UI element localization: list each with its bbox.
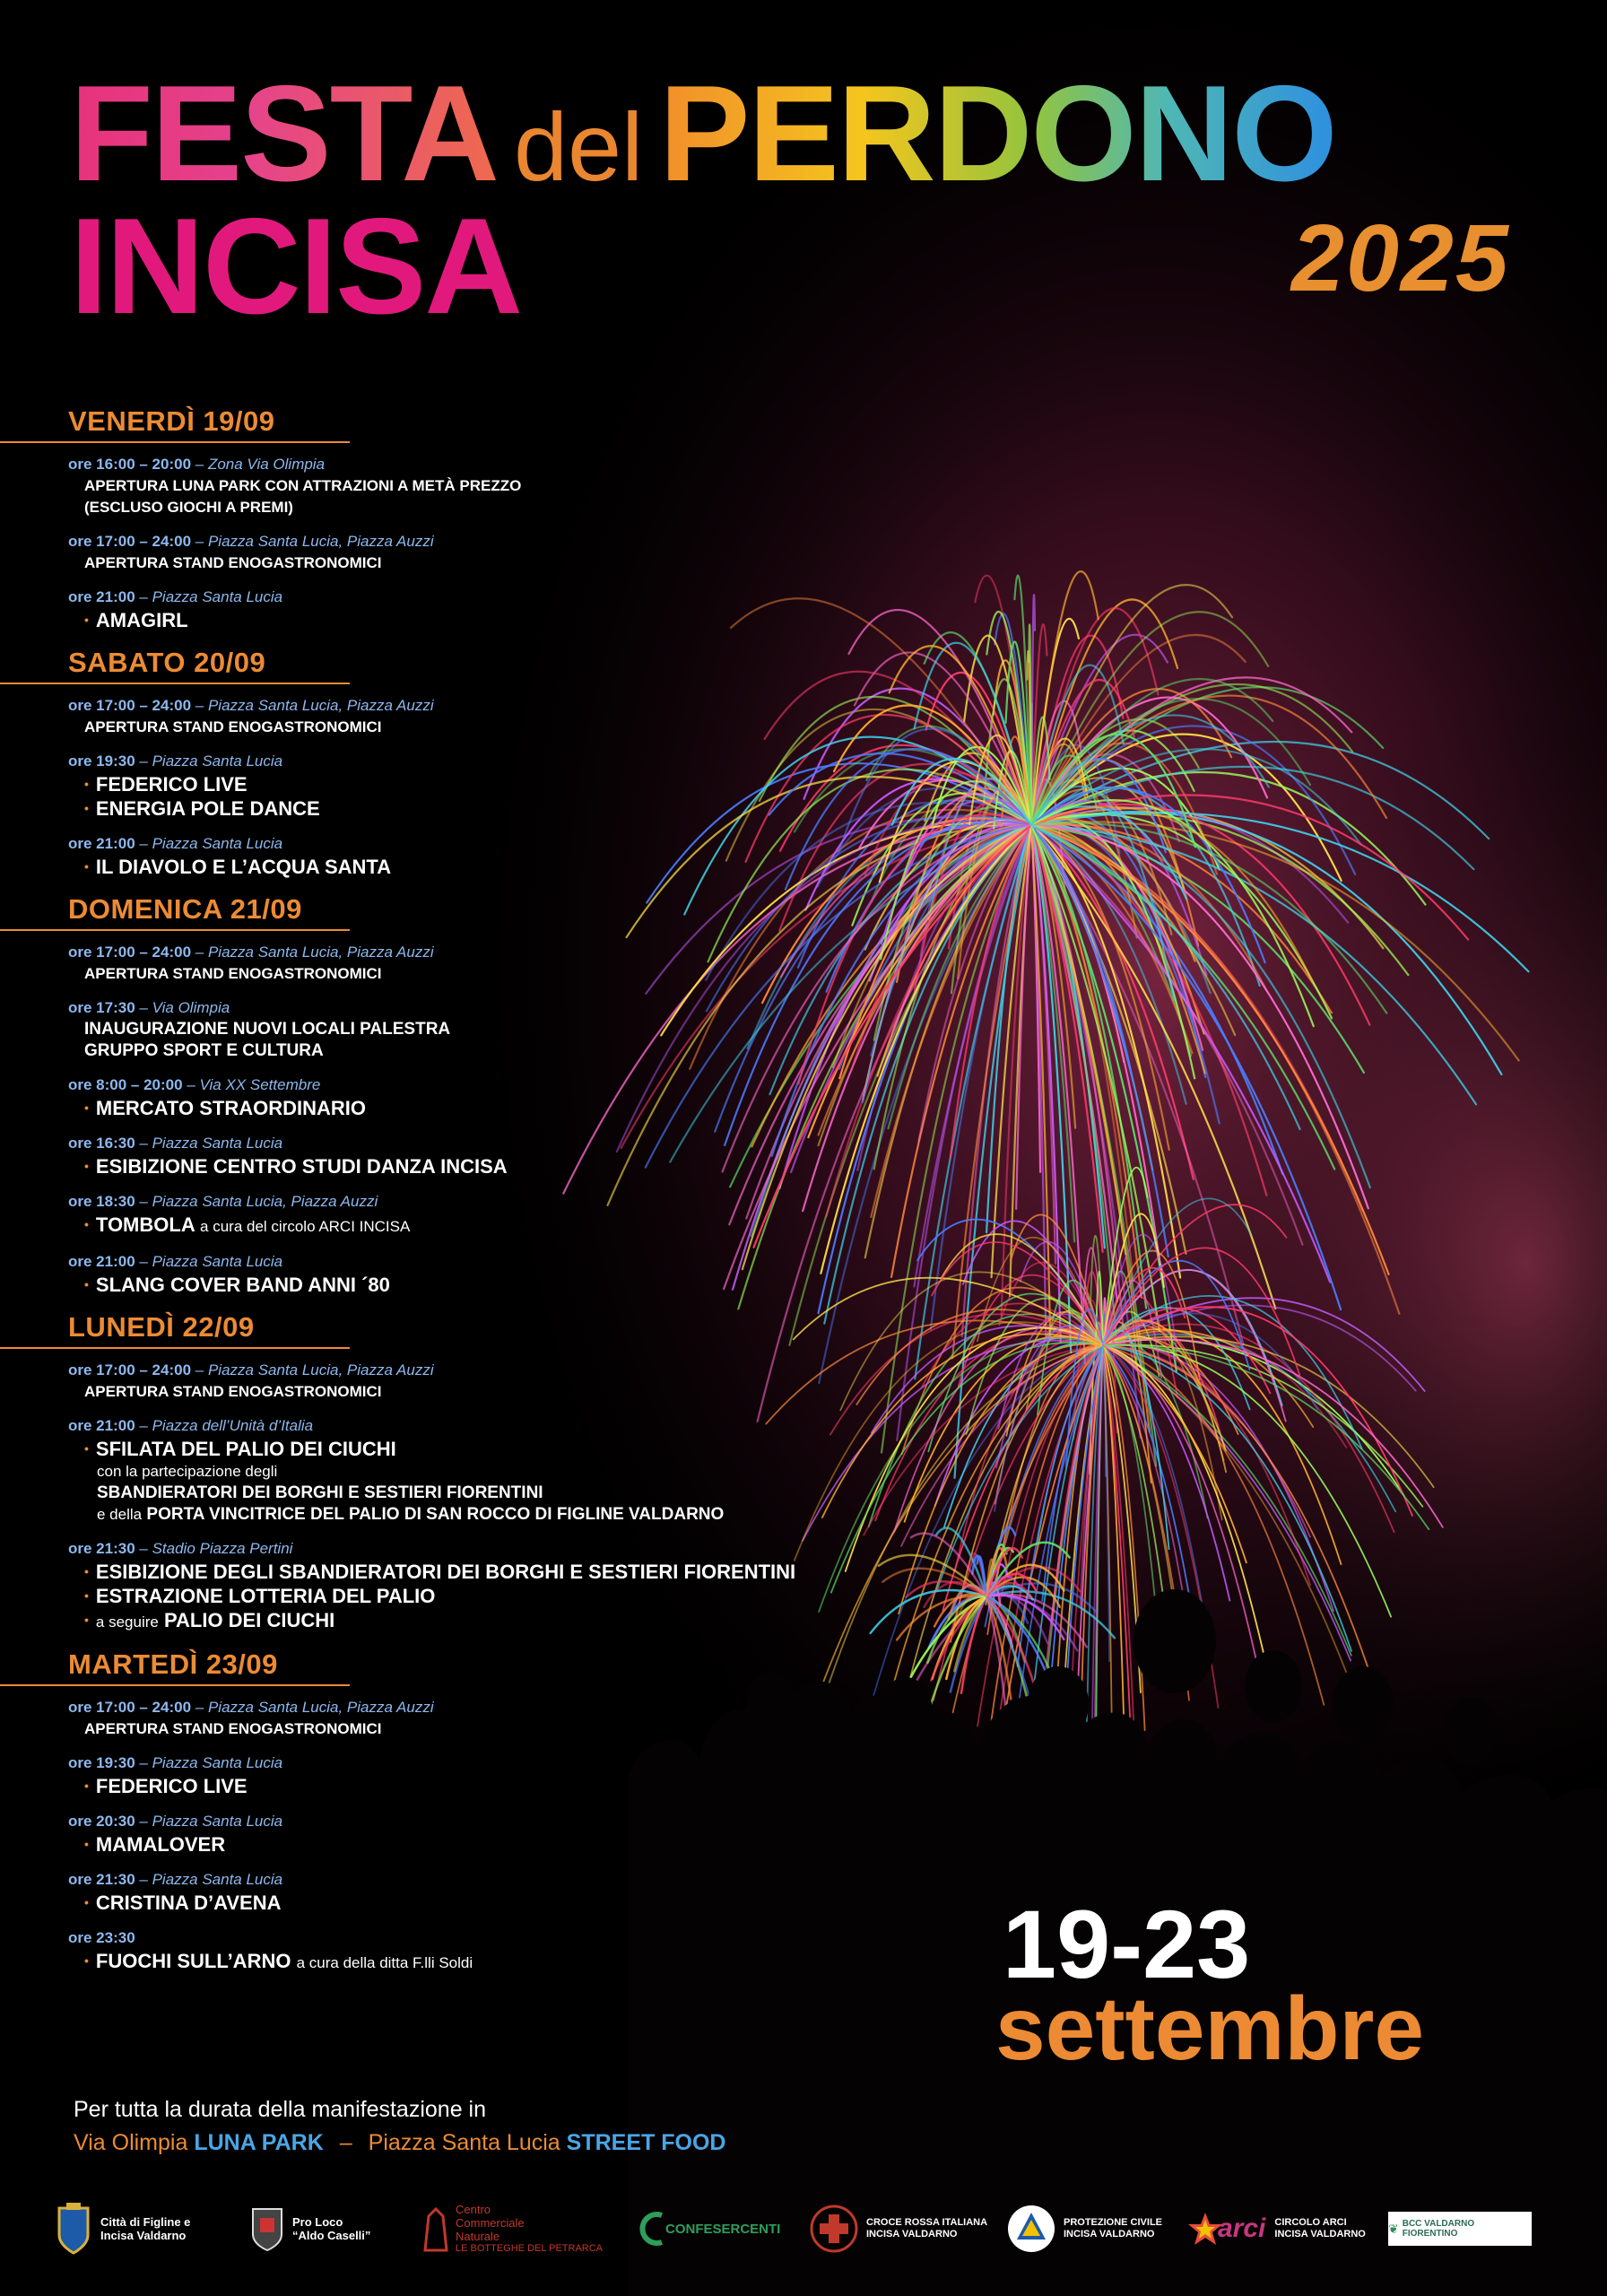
logo-protezione-civile [1006,2188,1162,2269]
event-title: SBANDIERATORI DEI BORGHI E SESTIERI FIORENTINI [97,1483,543,1502]
event-place: Piazza Santa Lucia [152,1253,283,1270]
event [68,1360,879,1403]
event-time-place [68,1133,879,1154]
day-title: SABATO 20/09 [68,647,266,678]
program-schedule [0,404,879,1987]
title-incisa: INCISA [70,190,522,343]
event-title: APERTURA STAND ENOGASTRONOMICI [84,1383,382,1400]
event-time: ore 23:30 [68,1929,135,1946]
event-title: APERTURA LUNA PARK CON ATTRAZIONI A METÀ PREZZO [84,477,522,494]
logo-confesercenti [635,2188,780,2269]
event-place: Piazza Santa Lucia [152,1754,283,1771]
event-place: Piazza Santa Lucia [152,1813,283,1830]
event [68,695,879,738]
event-title: APERTURA STAND ENOGASTRONOMICI [84,718,382,735]
confesercenti-icon [635,2206,665,2251]
event-line [84,1040,879,1062]
footer-highlights [74,2130,725,2156]
event-place: Piazza Santa Lucia [152,1135,283,1152]
event-place: Piazza Santa Lucia [152,752,283,770]
event-time-place [68,1415,879,1437]
event-note: a cura del circolo ARCI INCISA [200,1218,411,1235]
event-title: SFILATA DEL PALIO DEI CIUCHI [95,1438,396,1460]
event-time-place [68,695,879,717]
event-line [84,1832,879,1857]
event [68,1538,879,1634]
logo-arci-name: CIRCOLO ARCI [1274,2217,1347,2228]
event-line [97,1461,879,1483]
event [68,1074,879,1120]
event-line [84,1154,879,1178]
event-time: ore 21:30 [68,1540,135,1557]
logo-comune-text: Città di Figline e Incisa Valdarno [100,2215,191,2242]
event-title: IL DIAVOLO E L’ACQUA SANTA [95,856,392,878]
event-separator: – [191,533,208,550]
footer-item-2: STREET FOOD [566,2130,726,2155]
event-time-place [68,997,879,1019]
logo-cri-name: CROCE ROSSA ITALIANA [866,2217,988,2228]
event-time-place [68,1752,879,1774]
event-title: ESIBIZIONE CENTRO STUDI DANZA INCISA [95,1155,508,1178]
event-line [84,963,879,985]
event-place: Piazza Santa Lucia [152,1871,283,1888]
event-title: APERTURA STAND ENOGASTRONOMICI [84,965,382,982]
event-separator: – [135,588,152,605]
logo-proloco-name: Pro Loco [292,2215,343,2229]
event-separator: – [191,456,208,473]
footer-dash: – [339,2130,352,2155]
logo-ccn-name: Centro Commerciale Naturale [456,2203,525,2243]
event-time-place [68,1251,879,1273]
event [68,1697,879,1740]
event-title: FUOCHI SULL’ARNO [95,1950,291,1972]
event-title: PALIO DEI CIUCHI [163,1609,335,1631]
logo-cri-sub: INCISA VALDARNO [866,2229,958,2239]
event [68,1869,879,1915]
event-title: FEDERICO LIVE [95,1775,248,1797]
dates-numbers: 19-23 [1003,1890,1251,1998]
logo-ccn [420,2188,603,2269]
title-festa: FESTA [70,56,498,213]
event-time: ore 20:30 [68,1813,135,1830]
day-divider [0,683,350,684]
day-title: DOMENICA 21/09 [68,893,302,925]
event-separator: – [182,1076,200,1093]
event [68,1133,879,1178]
event-time-place [68,751,879,772]
event-title: ENERGIA POLE DANCE [95,797,320,820]
event-line-prefix: a seguire [95,1613,159,1631]
event-line [84,1949,879,1975]
logo-proloco-sub: “Aldo Caselli” [292,2229,371,2242]
event-line [84,1096,879,1120]
logo-pc-sub: INCISA VALDARNO [1064,2229,1155,2239]
event [68,1811,879,1857]
event [68,1927,879,1975]
event-line [84,1213,879,1239]
day-divider [0,441,350,443]
event [68,1251,879,1297]
event [68,454,879,518]
event-title: AMAGIRL [95,609,188,631]
day-divider [0,929,350,931]
event-separator: – [135,999,152,1016]
event-time: ore 21:30 [68,1871,135,1888]
event-time-place [68,1927,879,1949]
sponsor-logos [54,2188,1560,2269]
event-title: CRISTINA D’AVENA [95,1892,282,1914]
logo-arci-word: arci [1218,2213,1266,2243]
event-time: ore 17:00 – 24:00 [68,697,192,714]
event-title: MAMALOVER [95,1833,226,1856]
event [68,942,879,985]
event-time: ore 21:00 [68,1417,135,1434]
event-line [84,552,879,574]
event-time-place [68,1697,879,1718]
event-line [84,497,879,518]
event-separator: – [135,1813,152,1830]
event-time: ore 17:30 [68,999,135,1016]
event-line [84,1584,879,1608]
event-line [84,1560,879,1584]
event-line [84,608,879,632]
event-separator: – [191,944,208,961]
event-time-place [68,454,879,475]
event-line-prefix: e della [97,1506,143,1523]
event [68,1752,879,1798]
event [68,531,879,574]
red-cross-icon [809,2204,859,2254]
event-time-place [68,587,879,608]
event-line [84,1273,879,1297]
event-line [84,717,879,738]
event-time-place [68,1191,879,1213]
footer-place-1: Via Olimpia [74,2130,188,2155]
event [68,1191,879,1239]
event-time-place [68,1074,879,1096]
event-place: Piazza Santa Lucia, Piazza Auzzi [207,944,434,961]
title-perdono: PERDONO [659,56,1336,213]
event-title: (ESCLUSO GIOCHI A PREMI) [84,499,293,516]
logo-arci-sub: INCISA VALDARNO [1274,2229,1366,2239]
event-title: APERTURA STAND ENOGASTRONOMICI [84,1720,382,1737]
logo-confesercenti-text: CONFESERCENTI [665,2221,781,2237]
logo-bcc-text: BCC VALDARNO FIORENTINO [1402,2219,1475,2239]
event-place: Stadio Piazza Pertini [152,1540,293,1557]
event-time: ore 17:00 – 24:00 [68,533,192,550]
event-time-place [68,942,879,963]
event-time-place [68,1869,879,1891]
event-title: SLANG COVER BAND ANNI ´80 [95,1274,390,1296]
event-title: MERCATO STRAORDINARIO [95,1097,366,1119]
event-time: ore 17:00 – 24:00 [68,1699,192,1716]
logo-pc-name: PROTEZIONE CIVILE [1064,2217,1163,2228]
event-title: TOMBOLA [95,1213,195,1236]
event-place: Piazza Santa Lucia [152,588,283,605]
event-title: APERTURA STAND ENOGASTRONOMICI [84,554,382,571]
event-time: ore 19:30 [68,752,135,770]
event-time-place [68,1360,879,1381]
event-line [84,1608,879,1634]
event-time: ore 19:30 [68,1754,135,1771]
civil-protection-icon [1006,2204,1056,2254]
event-place: Piazza Santa Lucia, Piazza Auzzi [207,1699,434,1716]
event-place: Piazza Santa Lucia, Piazza Auzzi [207,1361,434,1378]
bcc-leaf-icon: ❦ [1388,2221,1399,2236]
event-title: PORTA VINCITRICE DEL PALIO DI SAN ROCCO DI FIGLINE VALDARNO [146,1505,725,1524]
event-separator: – [135,1754,152,1771]
logo-ccn-sub: LE BOTTEGHE DEL PETRARCA [456,2243,604,2254]
event-time: ore 17:00 – 24:00 [68,944,192,961]
event-time: ore 16:00 – 20:00 [68,456,192,473]
event [68,1415,879,1526]
logo-proloco [249,2188,370,2269]
event-title: INAUGURAZIONE NUOVI LOCALI PALESTRA [84,1020,451,1039]
event-separator: – [135,752,152,770]
event-separator: – [191,1361,208,1378]
event [68,751,879,821]
event-title: ESIBIZIONE DEGLI SBANDIERATORI DEI BORGHI E SESTIERI FIORENTINI [95,1561,796,1583]
event-time-place [68,1811,879,1832]
event-line [84,1891,879,1915]
event [68,587,879,632]
logo-croce-rossa [809,2188,987,2269]
event-separator: – [135,1871,152,1888]
event-title: FEDERICO LIVE [95,773,248,796]
day-title: VENERDÌ 19/09 [68,405,275,437]
event-separator: – [135,1417,152,1434]
event-place: Via Olimpia [152,999,230,1016]
event-separator: – [191,1699,208,1716]
event-line [84,1019,879,1040]
event-separator: – [135,1253,152,1270]
event-time-place [68,1538,879,1560]
event-line [84,772,879,796]
event-line [84,855,879,879]
event-time-place [68,531,879,552]
event-place: Piazza dell’Unità d’Italia [152,1417,314,1434]
event-line [97,1504,879,1526]
event-separator: – [135,835,152,852]
event [68,997,879,1062]
event-time: ore 21:00 [68,835,135,852]
coat-of-arms-icon [54,2201,93,2257]
event-time: ore 16:30 [68,1135,135,1152]
event-line [84,1381,879,1403]
event-place: Zona Via Olimpia [207,456,326,473]
footer-place-2: Piazza Santa Lucia [368,2130,560,2155]
logo-arci [1187,2188,1366,2269]
event-place: Piazza Santa Lucia, Piazza Auzzi [152,1193,378,1210]
year: 2025 [1291,205,1510,311]
tower-icon [420,2204,452,2254]
dates-month: settembre [995,1979,1424,2079]
day-title: LUNEDÌ 22/09 [68,1311,255,1343]
event-separator: – [191,697,208,714]
day-divider [0,1347,350,1349]
event-time: ore 21:00 [68,1253,135,1270]
logo-bcc [1388,2188,1532,2269]
day-title: MARTEDÌ 23/09 [68,1648,278,1680]
event-place: Piazza Santa Lucia [152,835,283,852]
event [68,833,879,879]
event-title: GRUPPO SPORT E CULTURA [84,1041,324,1060]
event-note: a cura della ditta F.lli Soldi [296,1954,473,1971]
event-time: ore 17:00 – 24:00 [68,1361,192,1378]
event-place: Piazza Santa Lucia, Piazza Auzzi [207,697,434,714]
day-divider [0,1684,350,1686]
event-time-place [68,833,879,855]
proloco-shield-icon [249,2204,285,2254]
footer-intro: Per tutta la durata della manifestazione in [74,2097,486,2122]
event-title: ESTRAZIONE LOTTERIA DEL PALIO [95,1585,436,1607]
event-line [84,475,879,497]
event-title: con la partecipazione degli [97,1463,278,1480]
event-separator: – [135,1540,152,1557]
logo-comune [54,2188,208,2269]
event-line [84,1774,879,1798]
event-line [84,796,879,821]
event-time: ore 8:00 – 20:00 [68,1076,183,1093]
event-separator: – [135,1135,152,1152]
event-line [84,1718,879,1740]
event-line [84,1437,879,1461]
footer-item-1: LUNA PARK [194,2130,324,2155]
event-place: Via XX Settembre [199,1076,321,1093]
title-del: del [513,92,644,201]
event-time: ore 21:00 [68,588,135,605]
event-separator: – [135,1193,152,1210]
event-line [97,1483,879,1504]
event-place: Piazza Santa Lucia, Piazza Auzzi [207,533,434,550]
event-time: ore 18:30 [68,1193,135,1210]
